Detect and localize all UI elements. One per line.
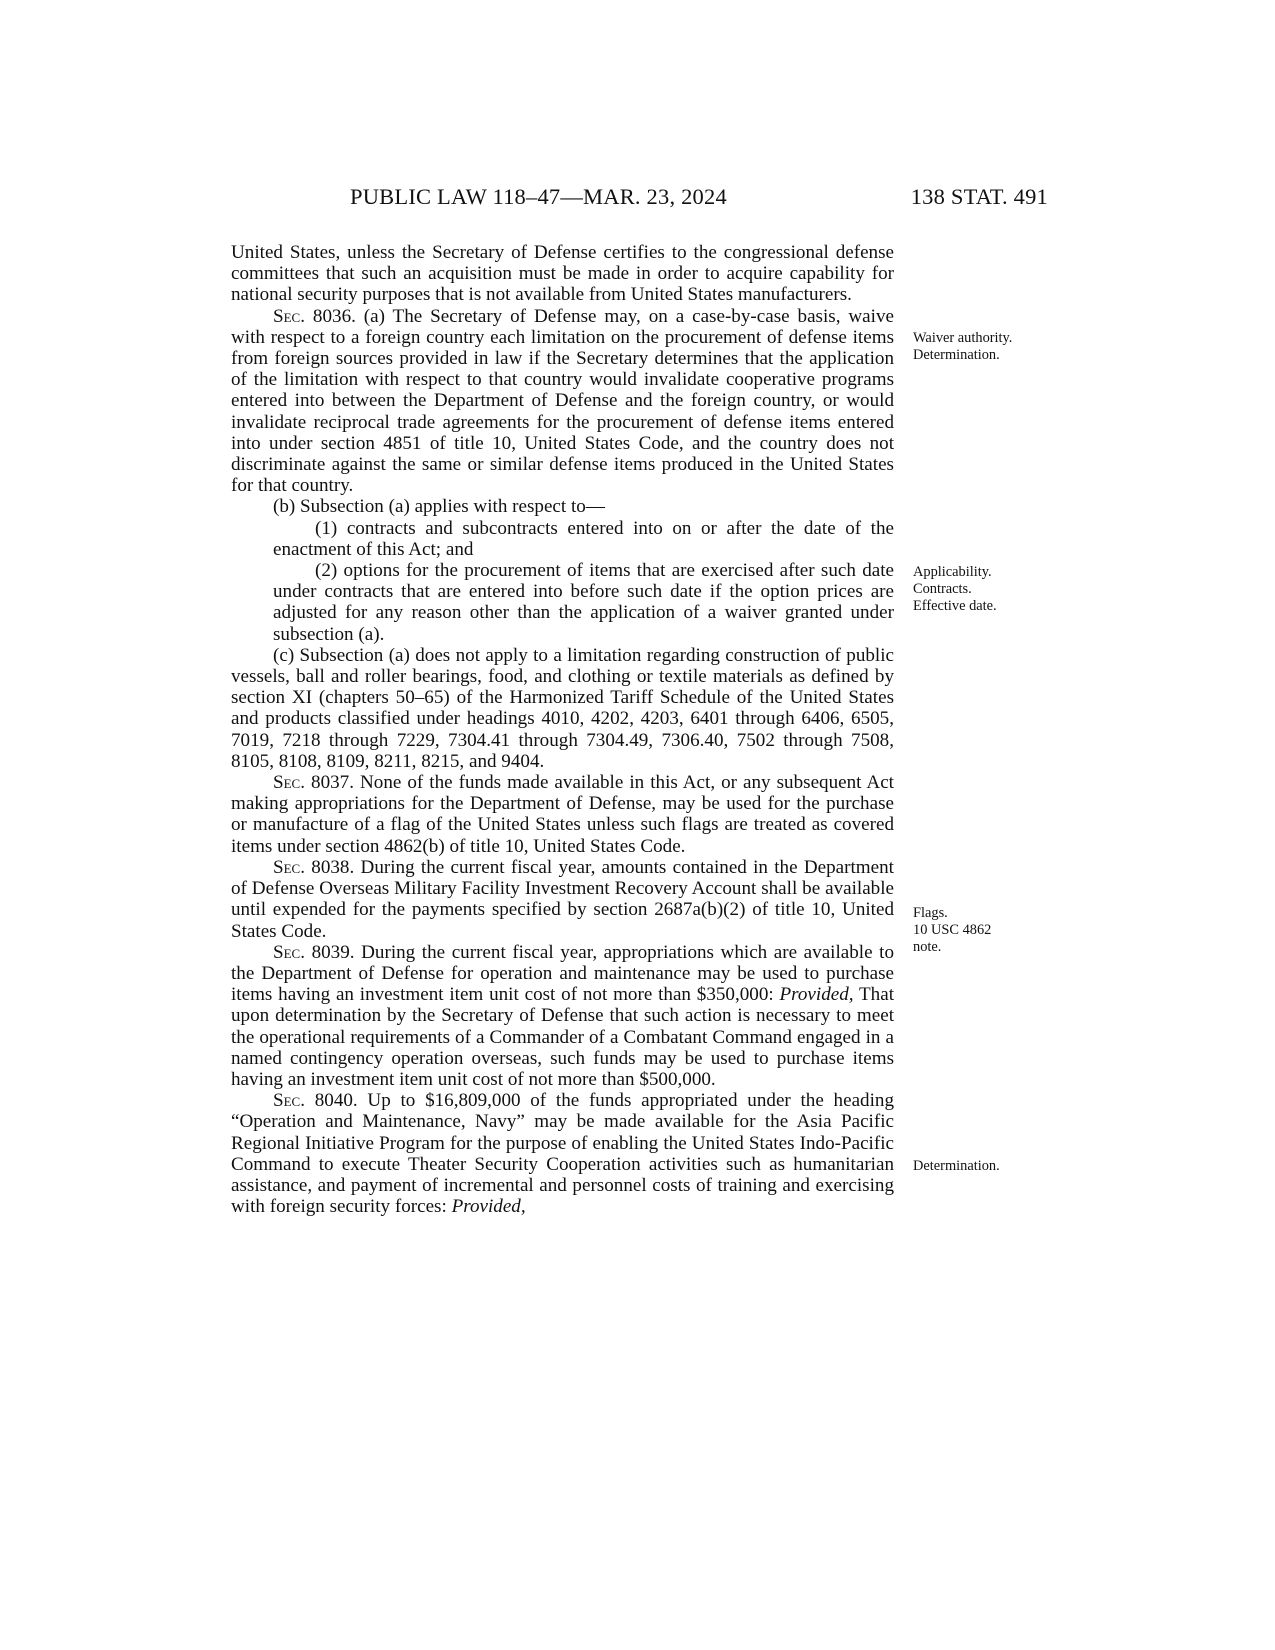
paragraph-continued: United States, unless the Secretary of Defense certifies to the congressional defense committees that such an acquisition must be made in order to acquire capability for national security purposes that is not available from United States manufacturers.	[231, 242, 894, 306]
margin-note-line: Determination.	[913, 347, 1000, 363]
margin-note-line: Contracts.	[913, 581, 972, 597]
section-8036-b: (b) Subsection (a) applies with respect to—	[273, 496, 605, 518]
proviso-italic: Provided,	[779, 984, 854, 1006]
page-number: 138 STAT. 491	[910, 184, 1048, 209]
section-8036-b-2: (2) options for the procurement of items that are exercised after such date under contracts that are entered into before such date if the option prices are adjusted for any reason other than the application of a waiver granted under subsection (a).	[273, 560, 894, 645]
margin-note-line: note.	[913, 939, 942, 955]
section-8037	[231, 772, 894, 857]
section-label: Sec.	[273, 772, 306, 794]
section-label: Sec.	[273, 856, 306, 878]
section-label: Sec.	[273, 305, 306, 327]
section-label: Sec.	[273, 1090, 306, 1112]
margin-note-line: Applicability.	[913, 564, 992, 580]
section-text-part-2: That upon determination by the Secretary of Defense that such action is necessary to meet the operational requirements of a Commander of a Combatant Command engaged in a named contingency operation overseas, such funds may be used to purchase items having an investment item unit cost of not more than $500,000.	[231, 984, 894, 1090]
section-text-part-1: 8040. Up to $16,809,000 of the funds appropriated under the heading “Operation and Maintenance, Navy” may be made available for the Asia Pacific Regional Initiative Program for the purpose of enabling the United States Indo-Pacific Command to execute Theater Security Cooperation activities such as humanitarian assistance, and payment of incremental and personnel costs of training and exercising with foreign security forces:	[231, 1090, 894, 1218]
section-8039	[231, 942, 894, 1090]
section-text: 8036. (a) The Secretary of Defense may, on a case-by-case basis, waive with respect to a foreign country each limitation on the procurement of defense items from foreign sources provided in law if the Secretary determines that the application of the limitation with respect to that country would invalidate cooperative programs entered into between the Department of Defense and the foreign country, or would invalidate reciprocal trade agreements for the procurement of defense items entered into under section 4851 of title 10, United States Code, and the country does not discriminate against the same or similar defense items produced in the United States for that country.	[231, 305, 894, 497]
section-8040	[231, 1090, 894, 1217]
running-head	[0, 184, 1275, 212]
margin-note-line: Effective date.	[913, 598, 997, 614]
margin-note-line: Flags.	[913, 905, 948, 921]
margin-note-waiver	[913, 330, 1012, 364]
margin-note-flags	[913, 905, 991, 956]
margin-note-applicability	[913, 564, 997, 615]
proviso-italic: Provided,	[451, 1196, 526, 1218]
section-label: Sec.	[273, 941, 306, 963]
page-header-title: PUBLIC LAW 118–47—MAR. 23, 2024	[350, 184, 727, 209]
section-text: 8038. During the current fiscal year, amounts contained in the Department of Defense Overseas Military Facility Investment Recovery Account shall be available until expended for the payments specified by section 2687a(b)(2) of title 10, United States Code.	[231, 856, 894, 942]
margin-note-line: 10 USC 4862	[913, 922, 992, 938]
section-8036-b-1: (1) contracts and subcontracts entered into on or after the date of the enactment of this Act; and	[273, 517, 894, 560]
margin-note-line: Waiver authority.	[913, 330, 1013, 346]
section-text: 8037. None of the funds made available in this Act, or any subsequent Act making appropriations for the Department of Defense, may be used for the purchase or manufacture of a flag of the United States unless such flags are treated as covered items under section 4862(b) of title 10, United States Code.	[231, 772, 894, 857]
margin-note-determination	[913, 1158, 1000, 1175]
section-text-part-1: 8039. During the current fiscal year, appropriations which are available to the Department of Defense for operation and maintenance may be used to purchase items having an investment item unit cost of not more than $350,000:	[231, 941, 894, 1006]
main-text-column	[231, 242, 894, 1217]
section-8036-a	[231, 306, 894, 497]
margin-note-line: Determination.	[913, 1158, 1000, 1174]
section-8036-c: (c) Subsection (a) does not apply to a limitation regarding construction of public vessels, ball and roller bearings, food, and clothing or textile materials as defined by section XI (chapters 50–65) of the Harmonized Tariff Schedule of the United States and products classified under headings 4010, 4202, 4203, 6401 through 6406, 6505, 7019, 7218 through 7229, 7304.41 through 7304.49, 7306.40, 7502 through 7508, 8105, 8108, 8109, 8211, 8215, and 9404.	[231, 644, 894, 772]
section-8038	[231, 857, 894, 942]
